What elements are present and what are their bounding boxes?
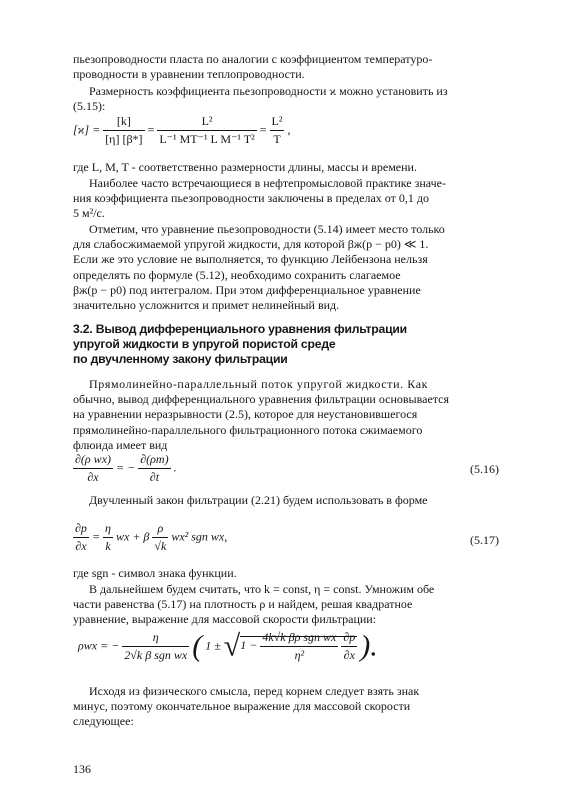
root-body [240, 630, 357, 662]
heading-line: упругой жидкости в упругой пористой среде [73, 337, 336, 351]
text-line: проводности в уравнении теплопроводности. [73, 67, 305, 82]
page-number: 136 [73, 762, 91, 776]
paragraph-2 [73, 84, 499, 114]
paragraph-6 [73, 377, 499, 453]
text-line: Исходя из физического смысла, перед корнем следует взять знак [89, 684, 420, 698]
numerator: ∂(ρ wx) [73, 452, 113, 469]
text-line: В дальнейшем будем считать, что k = const, η = const. Умножим обе [89, 582, 435, 596]
text-line: Если же это условие не выполняется, то функцию Лейбензона нельзя [73, 252, 428, 267]
heading-line: по двучленному закону фильтрации [73, 352, 288, 366]
eq-lhs: [ϰ] = [73, 122, 101, 137]
paragraph-8 [73, 566, 499, 581]
text-line: уравнение, выражение для массовой скорости фильтрации: [73, 612, 377, 627]
text-line: части равенства (5.17) на плотность ρ и найдем, решая квадратное [73, 597, 413, 612]
numerator: ∂p [73, 521, 89, 538]
fraction [73, 452, 113, 485]
fraction [270, 114, 285, 147]
eq-term: wx + β [116, 529, 150, 544]
numerator: 4k√k βρ sgn wx [260, 630, 338, 647]
text-line: Размерность коэффициента пьезопроводности ϰ можно установить из [89, 84, 448, 98]
denominator: ∂x [343, 648, 355, 662]
numerator: η [103, 521, 113, 538]
open-paren: ( [192, 629, 203, 663]
eq-sign: = [91, 529, 101, 544]
denominator: 2√k β sgn wx [124, 648, 188, 662]
text-line: Отметим, что уравнение пьезопроводности (5.14) имеет место только [89, 222, 445, 236]
paragraph-4 [73, 176, 499, 222]
eq-sign: = [259, 122, 267, 137]
denominator: ∂x [87, 470, 99, 484]
denominator: ∂t [149, 470, 160, 484]
equation-5-16 [73, 452, 499, 488]
section-heading [73, 322, 499, 367]
root-sign: √ [223, 629, 241, 663]
eq-term: wx² sgn wx, [171, 529, 228, 544]
numerator: η [122, 630, 189, 647]
text-line: пьезопроводности пласта по аналогии с коэффициентом температуро- [73, 52, 433, 66]
paragraph-1 [73, 52, 499, 82]
text-line: флюида имеет вид [73, 437, 168, 452]
numerator: ∂(ρm) [138, 452, 170, 469]
text-line: следующее: [73, 714, 134, 729]
denominator: T [273, 132, 281, 146]
eq-sign: = − [116, 460, 136, 475]
eq-term: 1 − [240, 638, 258, 653]
text-line: определять по формуле (5.12), необходимо сохранить слагаемое [73, 267, 401, 282]
fraction [122, 630, 189, 663]
text-line: где L, M, T - соответственно размерности длины, массы и времени. [73, 160, 417, 174]
fraction [157, 114, 256, 147]
text-line: Наиболее часто встречающиеся в нефтепромысловой практике значе- [89, 176, 446, 190]
eq-end: . [173, 460, 177, 475]
fraction [103, 521, 113, 554]
text-line: на уравнении неразрывности (2.5), которое для неустановившегося [73, 407, 418, 422]
denominator: √k [154, 539, 167, 553]
eq-sign: = [147, 122, 155, 137]
fraction [103, 114, 144, 147]
text-line: Прямолинейно-параллельный поток упругой жидкости. Как [89, 377, 429, 391]
equation-number: (5.16) [470, 462, 499, 476]
fraction [73, 521, 89, 554]
paragraph-5 [73, 222, 499, 313]
fraction [260, 630, 338, 663]
text-line: прямолинейно-параллельного фильтрационного потока сжимаемого [73, 422, 423, 437]
numerator: ∂p [341, 630, 357, 647]
paragraph-3 [73, 160, 499, 175]
paragraph-7 [73, 493, 499, 508]
numerator: [k] [103, 114, 144, 131]
close-paren: ). [360, 629, 378, 663]
text-line: ния коэффициента пьезопроводности заключены в пределах от 0,1 до [73, 191, 429, 206]
text-line: βж(p − p0) под интегралом. При этом дифференциальное уравнение [73, 282, 421, 297]
numerator: L² [157, 114, 256, 131]
numerator: ρ [152, 521, 168, 538]
equation-dimension [73, 114, 499, 158]
denominator: [η] [β*] [105, 132, 143, 146]
eq-term: 1 ± [205, 638, 221, 653]
text-line: 5 м²/с. [73, 206, 105, 221]
eq-end: , [287, 122, 291, 137]
text-line: обычно, вывод дифференциального уравнения фильтрации основывается [73, 392, 450, 407]
text-line: для слабосжимаемой упругой жидкости, для которой βж(p − p0) ≪ 1. [73, 237, 429, 252]
text-line: где sgn - символ знака функции. [73, 566, 237, 580]
denominator: η² [294, 648, 305, 662]
equation-5-17 [73, 521, 499, 561]
eq-lhs: ρwx = − [78, 638, 120, 653]
fraction [152, 521, 168, 554]
text-line: Двучленный закон фильтрации (2.21) будем использовать в форме [89, 493, 428, 507]
paragraph-10 [73, 684, 499, 730]
text-line: минус, поэтому окончательное выражение для массовой скорости [73, 699, 411, 714]
equation-number: (5.17) [470, 533, 499, 547]
fraction [341, 630, 357, 663]
text-line: значительно усложнится и примет нелинейный вид. [73, 298, 340, 313]
paragraph-9 [73, 582, 499, 628]
numerator: L² [270, 114, 285, 131]
text-line: (5.15): [73, 99, 106, 114]
denominator: k [105, 539, 111, 553]
heading-line: 3.2. Вывод дифференциального уравнения фильтрации [73, 322, 407, 336]
equation-mass-velocity [78, 630, 504, 678]
denominator: L⁻¹ MT⁻¹ L M⁻¹ T² [159, 132, 255, 146]
fraction [138, 452, 170, 485]
denominator: ∂x [75, 539, 87, 553]
